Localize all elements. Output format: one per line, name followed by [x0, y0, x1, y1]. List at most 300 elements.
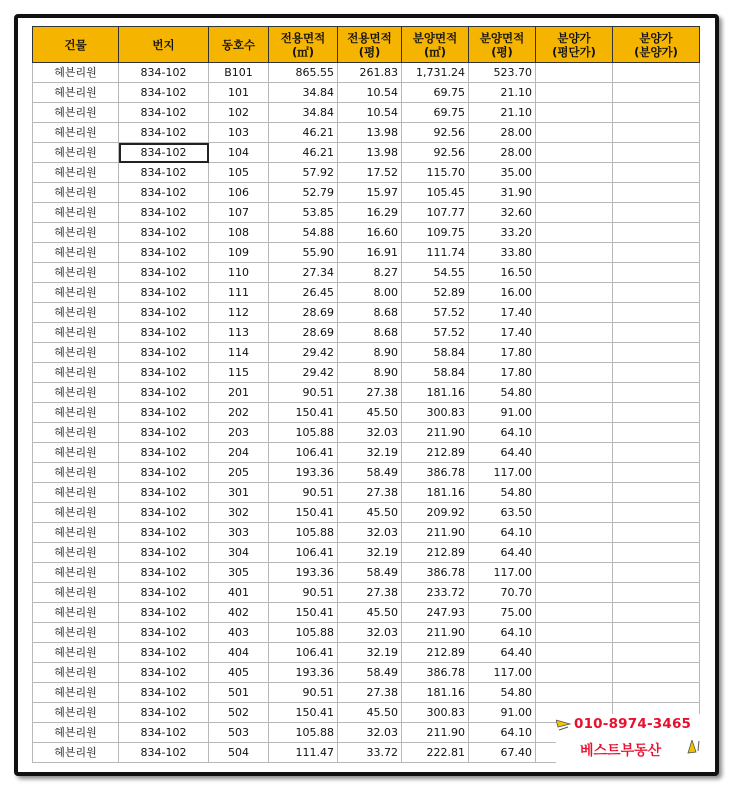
cell-building[interactable]: 헤븐리원 — [33, 343, 119, 363]
cell-building[interactable]: 헤븐리원 — [33, 403, 119, 423]
cell-price-per-pyeong[interactable] — [536, 123, 613, 143]
cell-sale-price[interactable] — [613, 643, 700, 663]
cell-building[interactable]: 헤븐리원 — [33, 723, 119, 743]
cell-sale-price[interactable] — [613, 463, 700, 483]
cell-price-per-pyeong[interactable] — [536, 263, 613, 283]
cell-exclusive-area-pyeong[interactable]: 8.90 — [338, 363, 402, 383]
cell-exclusive-area-pyeong[interactable]: 32.03 — [338, 423, 402, 443]
cell-unit[interactable]: 110 — [209, 263, 269, 283]
cell-lot-number[interactable]: 834-102 — [119, 63, 209, 83]
cell-sale-area-pyeong[interactable]: 117.00 — [469, 463, 536, 483]
cell-building[interactable]: 헤븐리원 — [33, 243, 119, 263]
cell-exclusive-area-m2[interactable]: 90.51 — [269, 683, 338, 703]
cell-sale-price[interactable] — [613, 423, 700, 443]
cell-sale-area-m2[interactable]: 247.93 — [402, 603, 469, 623]
cell-exclusive-area-pyeong[interactable]: 58.49 — [338, 463, 402, 483]
cell-lot-number[interactable]: 834-102 — [119, 683, 209, 703]
cell-exclusive-area-m2[interactable]: 27.34 — [269, 263, 338, 283]
cell-unit[interactable]: 111 — [209, 283, 269, 303]
cell-sale-area-pyeong[interactable]: 64.10 — [469, 423, 536, 443]
cell-sale-area-m2[interactable]: 222.81 — [402, 743, 469, 763]
cell-price-per-pyeong[interactable] — [536, 423, 613, 443]
cell-sale-area-pyeong[interactable]: 54.80 — [469, 683, 536, 703]
cell-price-per-pyeong[interactable] — [536, 543, 613, 563]
header-price-per-pyeong[interactable]: 분양가 (평단가) — [536, 27, 613, 63]
cell-sale-price[interactable] — [613, 563, 700, 583]
header-sale-area-pyeong[interactable]: 분양면적 (평) — [469, 27, 536, 63]
cell-building[interactable]: 헤븐리원 — [33, 463, 119, 483]
cell-exclusive-area-m2[interactable]: 150.41 — [269, 703, 338, 723]
cell-exclusive-area-pyeong[interactable]: 15.97 — [338, 183, 402, 203]
cell-exclusive-area-m2[interactable]: 150.41 — [269, 503, 338, 523]
cell-unit[interactable]: B101 — [209, 63, 269, 83]
cell-unit[interactable]: 109 — [209, 243, 269, 263]
cell-exclusive-area-m2[interactable]: 193.36 — [269, 663, 338, 683]
cell-sale-area-pyeong[interactable]: 91.00 — [469, 403, 536, 423]
cell-sale-area-m2[interactable]: 115.70 — [402, 163, 469, 183]
cell-price-per-pyeong[interactable] — [536, 243, 613, 263]
cell-lot-number[interactable]: 834-102 — [119, 263, 209, 283]
cell-unit[interactable]: 103 — [209, 123, 269, 143]
cell-unit[interactable]: 402 — [209, 603, 269, 623]
cell-price-per-pyeong[interactable] — [536, 363, 613, 383]
cell-building[interactable]: 헤븐리원 — [33, 423, 119, 443]
cell-building[interactable]: 헤븐리원 — [33, 523, 119, 543]
cell-price-per-pyeong[interactable] — [536, 623, 613, 643]
cell-price-per-pyeong[interactable] — [536, 583, 613, 603]
cell-building[interactable]: 헤븐리원 — [33, 683, 119, 703]
cell-exclusive-area-pyeong[interactable]: 27.38 — [338, 483, 402, 503]
cell-exclusive-area-m2[interactable]: 193.36 — [269, 563, 338, 583]
cell-sale-area-pyeong[interactable]: 17.40 — [469, 323, 536, 343]
cell-sale-area-pyeong[interactable]: 31.90 — [469, 183, 536, 203]
cell-building[interactable]: 헤븐리원 — [33, 363, 119, 383]
cell-sale-area-m2[interactable]: 386.78 — [402, 463, 469, 483]
cell-building[interactable]: 헤븐리원 — [33, 323, 119, 343]
cell-exclusive-area-pyeong[interactable]: 32.19 — [338, 543, 402, 563]
cell-price-per-pyeong[interactable] — [536, 223, 613, 243]
cell-exclusive-area-m2[interactable]: 111.47 — [269, 743, 338, 763]
cell-building[interactable]: 헤븐리원 — [33, 143, 119, 163]
cell-price-per-pyeong[interactable] — [536, 203, 613, 223]
cell-sale-price[interactable] — [613, 543, 700, 563]
cell-building[interactable]: 헤븐리원 — [33, 223, 119, 243]
cell-sale-price[interactable] — [613, 403, 700, 423]
cell-building[interactable]: 헤븐리원 — [33, 643, 119, 663]
cell-building[interactable]: 헤븐리원 — [33, 443, 119, 463]
cell-building[interactable]: 헤븐리원 — [33, 183, 119, 203]
cell-sale-price[interactable] — [613, 283, 700, 303]
cell-lot-number[interactable]: 834-102 — [119, 363, 209, 383]
cell-lot-number[interactable]: 834-102 — [119, 563, 209, 583]
cell-lot-number[interactable]: 834-102 — [119, 603, 209, 623]
cell-exclusive-area-m2[interactable]: 150.41 — [269, 403, 338, 423]
cell-exclusive-area-pyeong[interactable]: 16.91 — [338, 243, 402, 263]
cell-exclusive-area-pyeong[interactable]: 45.50 — [338, 403, 402, 423]
cell-lot-number[interactable]: 834-102 — [119, 163, 209, 183]
cell-exclusive-area-pyeong[interactable]: 32.19 — [338, 443, 402, 463]
cell-sale-area-m2[interactable]: 92.56 — [402, 123, 469, 143]
cell-sale-area-pyeong[interactable]: 54.80 — [469, 383, 536, 403]
cell-sale-area-pyeong[interactable]: 64.10 — [469, 523, 536, 543]
cell-sale-area-pyeong[interactable]: 17.80 — [469, 363, 536, 383]
cell-sale-area-m2[interactable]: 111.74 — [402, 243, 469, 263]
cell-unit[interactable]: 114 — [209, 343, 269, 363]
cell-sale-area-pyeong[interactable]: 33.20 — [469, 223, 536, 243]
selected-cell[interactable]: 834-102 — [119, 143, 209, 163]
cell-unit[interactable]: 112 — [209, 303, 269, 323]
cell-lot-number[interactable]: 834-102 — [119, 623, 209, 643]
cell-exclusive-area-pyeong[interactable]: 33.72 — [338, 743, 402, 763]
cell-exclusive-area-m2[interactable]: 90.51 — [269, 483, 338, 503]
cell-unit[interactable]: 115 — [209, 363, 269, 383]
cell-unit[interactable]: 504 — [209, 743, 269, 763]
cell-sale-price[interactable] — [613, 363, 700, 383]
cell-lot-number[interactable]: 834-102 — [119, 543, 209, 563]
cell-exclusive-area-pyeong[interactable]: 32.03 — [338, 723, 402, 743]
cell-sale-area-m2[interactable]: 107.77 — [402, 203, 469, 223]
cell-unit[interactable]: 403 — [209, 623, 269, 643]
cell-exclusive-area-m2[interactable]: 57.92 — [269, 163, 338, 183]
cell-price-per-pyeong[interactable] — [536, 143, 613, 163]
cell-price-per-pyeong[interactable] — [536, 683, 613, 703]
cell-lot-number[interactable]: 834-102 — [119, 663, 209, 683]
cell-exclusive-area-pyeong[interactable]: 13.98 — [338, 143, 402, 163]
cell-sale-area-m2[interactable]: 300.83 — [402, 403, 469, 423]
header-sale-area-m2[interactable]: 분양면적 (㎡) — [402, 27, 469, 63]
cell-exclusive-area-m2[interactable]: 26.45 — [269, 283, 338, 303]
cell-exclusive-area-pyeong[interactable]: 58.49 — [338, 563, 402, 583]
cell-exclusive-area-pyeong[interactable]: 8.68 — [338, 303, 402, 323]
cell-sale-area-m2[interactable]: 211.90 — [402, 723, 469, 743]
cell-price-per-pyeong[interactable] — [536, 523, 613, 543]
cell-unit[interactable]: 302 — [209, 503, 269, 523]
cell-exclusive-area-m2[interactable]: 53.85 — [269, 203, 338, 223]
cell-price-per-pyeong[interactable] — [536, 463, 613, 483]
cell-price-per-pyeong[interactable] — [536, 343, 613, 363]
cell-sale-area-m2[interactable]: 105.45 — [402, 183, 469, 203]
cell-sale-area-pyeong[interactable]: 21.10 — [469, 83, 536, 103]
cell-sale-area-pyeong[interactable]: 32.60 — [469, 203, 536, 223]
cell-building[interactable]: 헤븐리원 — [33, 123, 119, 143]
cell-lot-number[interactable]: 834-102 — [119, 203, 209, 223]
cell-exclusive-area-m2[interactable]: 193.36 — [269, 463, 338, 483]
cell-exclusive-area-m2[interactable]: 105.88 — [269, 423, 338, 443]
cell-unit[interactable]: 201 — [209, 383, 269, 403]
cell-price-per-pyeong[interactable] — [536, 283, 613, 303]
cell-exclusive-area-pyeong[interactable]: 58.49 — [338, 663, 402, 683]
cell-lot-number[interactable]: 834-102 — [119, 643, 209, 663]
cell-sale-area-m2[interactable]: 212.89 — [402, 443, 469, 463]
cell-building[interactable]: 헤븐리원 — [33, 623, 119, 643]
cell-sale-area-pyeong[interactable]: 67.40 — [469, 743, 536, 763]
cell-unit[interactable]: 405 — [209, 663, 269, 683]
cell-building[interactable]: 헤븐리원 — [33, 743, 119, 763]
cell-sale-area-m2[interactable]: 300.83 — [402, 703, 469, 723]
cell-sale-area-m2[interactable]: 69.75 — [402, 103, 469, 123]
cell-sale-price[interactable] — [613, 103, 700, 123]
cell-lot-number[interactable]: 834-102 — [119, 383, 209, 403]
cell-exclusive-area-pyeong[interactable]: 27.38 — [338, 583, 402, 603]
header-exclusive-area-pyeong[interactable]: 전용면적 (평) — [338, 27, 402, 63]
cell-sale-area-pyeong[interactable]: 64.40 — [469, 443, 536, 463]
cell-lot-number[interactable]: 834-102 — [119, 403, 209, 423]
cell-sale-area-m2[interactable]: 58.84 — [402, 363, 469, 383]
cell-sale-area-pyeong[interactable]: 117.00 — [469, 663, 536, 683]
cell-exclusive-area-m2[interactable]: 46.21 — [269, 123, 338, 143]
cell-lot-number[interactable]: 834-102 — [119, 283, 209, 303]
cell-exclusive-area-m2[interactable]: 34.84 — [269, 83, 338, 103]
cell-sale-price[interactable] — [613, 503, 700, 523]
cell-building[interactable]: 헤븐리원 — [33, 163, 119, 183]
cell-building[interactable]: 헤븐리원 — [33, 63, 119, 83]
cell-exclusive-area-pyeong[interactable]: 45.50 — [338, 603, 402, 623]
cell-lot-number[interactable]: 834-102 — [119, 463, 209, 483]
cell-lot-number[interactable]: 834-102 — [119, 743, 209, 763]
cell-price-per-pyeong[interactable] — [536, 183, 613, 203]
header-building[interactable]: 건물 — [33, 27, 119, 63]
cell-unit[interactable]: 104 — [209, 143, 269, 163]
cell-building[interactable]: 헤븐리원 — [33, 703, 119, 723]
cell-price-per-pyeong[interactable] — [536, 503, 613, 523]
cell-lot-number[interactable]: 834-102 — [119, 443, 209, 463]
cell-exclusive-area-m2[interactable]: 105.88 — [269, 723, 338, 743]
cell-price-per-pyeong[interactable] — [536, 563, 613, 583]
cell-price-per-pyeong[interactable] — [536, 163, 613, 183]
cell-price-per-pyeong[interactable] — [536, 63, 613, 83]
cell-lot-number[interactable]: 834-102 — [119, 423, 209, 443]
cell-sale-area-pyeong[interactable]: 63.50 — [469, 503, 536, 523]
cell-unit[interactable]: 304 — [209, 543, 269, 563]
cell-sale-price[interactable] — [613, 183, 700, 203]
cell-price-per-pyeong[interactable] — [536, 383, 613, 403]
cell-sale-area-m2[interactable]: 181.16 — [402, 383, 469, 403]
cell-sale-area-pyeong[interactable]: 64.10 — [469, 723, 536, 743]
cell-exclusive-area-pyeong[interactable]: 32.19 — [338, 643, 402, 663]
cell-sale-area-pyeong[interactable]: 64.40 — [469, 543, 536, 563]
cell-exclusive-area-pyeong[interactable]: 27.38 — [338, 683, 402, 703]
header-unit[interactable]: 동호수 — [209, 27, 269, 63]
cell-lot-number[interactable]: 834-102 — [119, 243, 209, 263]
cell-price-per-pyeong[interactable] — [536, 323, 613, 343]
cell-exclusive-area-m2[interactable]: 106.41 — [269, 543, 338, 563]
cell-sale-price[interactable] — [613, 683, 700, 703]
cell-sale-price[interactable] — [613, 663, 700, 683]
cell-exclusive-area-m2[interactable]: 54.88 — [269, 223, 338, 243]
cell-unit[interactable]: 113 — [209, 323, 269, 343]
cell-exclusive-area-m2[interactable]: 90.51 — [269, 383, 338, 403]
header-sale-price[interactable]: 분양가 (분양가) — [613, 27, 700, 63]
cell-price-per-pyeong[interactable] — [536, 603, 613, 623]
cell-unit[interactable]: 203 — [209, 423, 269, 443]
cell-sale-area-pyeong[interactable]: 70.70 — [469, 583, 536, 603]
cell-unit[interactable]: 501 — [209, 683, 269, 703]
cell-sale-price[interactable] — [613, 123, 700, 143]
cell-sale-price[interactable] — [613, 143, 700, 163]
cell-exclusive-area-pyeong[interactable]: 32.03 — [338, 623, 402, 643]
cell-sale-area-m2[interactable]: 211.90 — [402, 423, 469, 443]
cell-sale-price[interactable] — [613, 583, 700, 603]
cell-sale-price[interactable] — [613, 523, 700, 543]
cell-unit[interactable]: 105 — [209, 163, 269, 183]
cell-building[interactable]: 헤븐리원 — [33, 543, 119, 563]
cell-sale-area-m2[interactable]: 386.78 — [402, 563, 469, 583]
cell-unit[interactable]: 401 — [209, 583, 269, 603]
cell-sale-area-pyeong[interactable]: 17.80 — [469, 343, 536, 363]
cell-lot-number[interactable]: 834-102 — [119, 523, 209, 543]
cell-sale-price[interactable] — [613, 243, 700, 263]
cell-exclusive-area-m2[interactable]: 29.42 — [269, 343, 338, 363]
cell-lot-number[interactable]: 834-102 — [119, 123, 209, 143]
cell-exclusive-area-pyeong[interactable]: 8.00 — [338, 283, 402, 303]
cell-unit[interactable]: 301 — [209, 483, 269, 503]
cell-lot-number[interactable]: 834-102 — [119, 83, 209, 103]
cell-sale-area-m2[interactable]: 1,731.24 — [402, 63, 469, 83]
cell-price-per-pyeong[interactable] — [536, 443, 613, 463]
cell-sale-price[interactable] — [613, 343, 700, 363]
cell-sale-area-m2[interactable]: 386.78 — [402, 663, 469, 683]
cell-exclusive-area-m2[interactable]: 106.41 — [269, 443, 338, 463]
cell-lot-number[interactable]: 834-102 — [119, 343, 209, 363]
cell-unit[interactable]: 305 — [209, 563, 269, 583]
cell-sale-area-m2[interactable]: 57.52 — [402, 303, 469, 323]
cell-unit[interactable]: 101 — [209, 83, 269, 103]
cell-sale-area-m2[interactable]: 211.90 — [402, 623, 469, 643]
cell-sale-area-pyeong[interactable]: 28.00 — [469, 143, 536, 163]
cell-exclusive-area-pyeong[interactable]: 32.03 — [338, 523, 402, 543]
cell-exclusive-area-m2[interactable]: 55.90 — [269, 243, 338, 263]
cell-unit[interactable]: 503 — [209, 723, 269, 743]
cell-building[interactable]: 헤븐리원 — [33, 603, 119, 623]
cell-sale-area-pyeong[interactable]: 28.00 — [469, 123, 536, 143]
cell-sale-area-pyeong[interactable]: 64.10 — [469, 623, 536, 643]
cell-sale-price[interactable] — [613, 83, 700, 103]
cell-sale-area-m2[interactable]: 69.75 — [402, 83, 469, 103]
cell-sale-area-pyeong[interactable]: 16.50 — [469, 263, 536, 283]
cell-exclusive-area-m2[interactable]: 29.42 — [269, 363, 338, 383]
cell-lot-number[interactable]: 834-102 — [119, 583, 209, 603]
cell-price-per-pyeong[interactable] — [536, 103, 613, 123]
cell-building[interactable]: 헤븐리원 — [33, 663, 119, 683]
cell-exclusive-area-m2[interactable]: 150.41 — [269, 603, 338, 623]
cell-price-per-pyeong[interactable] — [536, 483, 613, 503]
cell-sale-area-pyeong[interactable]: 523.70 — [469, 63, 536, 83]
cell-sale-area-m2[interactable]: 58.84 — [402, 343, 469, 363]
cell-exclusive-area-pyeong[interactable]: 10.54 — [338, 83, 402, 103]
cell-price-per-pyeong[interactable] — [536, 303, 613, 323]
cell-sale-area-pyeong[interactable]: 33.80 — [469, 243, 536, 263]
cell-sale-area-m2[interactable]: 181.16 — [402, 683, 469, 703]
cell-sale-area-pyeong[interactable]: 117.00 — [469, 563, 536, 583]
cell-unit[interactable]: 303 — [209, 523, 269, 543]
cell-unit[interactable]: 202 — [209, 403, 269, 423]
cell-sale-price[interactable] — [613, 323, 700, 343]
cell-sale-area-m2[interactable]: 212.89 — [402, 643, 469, 663]
cell-lot-number[interactable]: 834-102 — [119, 223, 209, 243]
cell-exclusive-area-pyeong[interactable]: 8.27 — [338, 263, 402, 283]
cell-unit[interactable]: 205 — [209, 463, 269, 483]
cell-sale-price[interactable] — [613, 203, 700, 223]
cell-exclusive-area-m2[interactable]: 28.69 — [269, 303, 338, 323]
cell-unit[interactable]: 204 — [209, 443, 269, 463]
cell-sale-area-m2[interactable]: 233.72 — [402, 583, 469, 603]
cell-exclusive-area-m2[interactable]: 105.88 — [269, 523, 338, 543]
cell-sale-area-pyeong[interactable]: 75.00 — [469, 603, 536, 623]
cell-unit[interactable]: 102 — [209, 103, 269, 123]
cell-exclusive-area-pyeong[interactable]: 27.38 — [338, 383, 402, 403]
cell-sale-area-pyeong[interactable]: 91.00 — [469, 703, 536, 723]
cell-sale-area-m2[interactable]: 54.55 — [402, 263, 469, 283]
cell-lot-number[interactable]: 834-102 — [119, 703, 209, 723]
cell-sale-price[interactable] — [613, 303, 700, 323]
cell-building[interactable]: 헤븐리원 — [33, 583, 119, 603]
cell-price-per-pyeong[interactable] — [536, 663, 613, 683]
cell-sale-price[interactable] — [613, 383, 700, 403]
cell-building[interactable]: 헤븐리원 — [33, 263, 119, 283]
cell-sale-area-m2[interactable]: 211.90 — [402, 523, 469, 543]
cell-unit[interactable]: 107 — [209, 203, 269, 223]
cell-sale-area-m2[interactable]: 181.16 — [402, 483, 469, 503]
cell-exclusive-area-m2[interactable]: 28.69 — [269, 323, 338, 343]
header-lot-number[interactable]: 번지 — [119, 27, 209, 63]
cell-exclusive-area-pyeong[interactable]: 261.83 — [338, 63, 402, 83]
cell-exclusive-area-pyeong[interactable]: 17.52 — [338, 163, 402, 183]
cell-sale-price[interactable] — [613, 483, 700, 503]
cell-building[interactable]: 헤븐리원 — [33, 83, 119, 103]
cell-sale-area-pyeong[interactable]: 21.10 — [469, 103, 536, 123]
cell-sale-price[interactable] — [613, 163, 700, 183]
cell-sale-price[interactable] — [613, 603, 700, 623]
cell-building[interactable]: 헤븐리원 — [33, 503, 119, 523]
cell-exclusive-area-pyeong[interactable]: 16.29 — [338, 203, 402, 223]
cell-exclusive-area-pyeong[interactable]: 8.68 — [338, 323, 402, 343]
cell-building[interactable]: 헤븐리원 — [33, 483, 119, 503]
header-exclusive-area-m2[interactable]: 전용면적 (㎡) — [269, 27, 338, 63]
cell-sale-price[interactable] — [613, 443, 700, 463]
cell-sale-price[interactable] — [613, 63, 700, 83]
cell-sale-area-m2[interactable]: 109.75 — [402, 223, 469, 243]
cell-lot-number[interactable]: 834-102 — [119, 323, 209, 343]
cell-price-per-pyeong[interactable] — [536, 643, 613, 663]
cell-sale-area-m2[interactable]: 212.89 — [402, 543, 469, 563]
cell-building[interactable]: 헤븐리원 — [33, 303, 119, 323]
cell-lot-number[interactable]: 834-102 — [119, 723, 209, 743]
cell-sale-area-m2[interactable]: 92.56 — [402, 143, 469, 163]
cell-sale-area-pyeong[interactable]: 35.00 — [469, 163, 536, 183]
cell-sale-area-m2[interactable]: 209.92 — [402, 503, 469, 523]
cell-lot-number[interactable]: 834-102 — [119, 503, 209, 523]
cell-sale-area-pyeong[interactable]: 54.80 — [469, 483, 536, 503]
cell-unit[interactable]: 404 — [209, 643, 269, 663]
cell-exclusive-area-m2[interactable]: 90.51 — [269, 583, 338, 603]
cell-exclusive-area-m2[interactable]: 46.21 — [269, 143, 338, 163]
cell-lot-number[interactable]: 834-102 — [119, 303, 209, 323]
cell-lot-number[interactable]: 834-102 — [119, 483, 209, 503]
cell-sale-area-pyeong[interactable]: 64.40 — [469, 643, 536, 663]
cell-price-per-pyeong[interactable] — [536, 83, 613, 103]
cell-sale-area-m2[interactable]: 57.52 — [402, 323, 469, 343]
cell-exclusive-area-m2[interactable]: 105.88 — [269, 623, 338, 643]
cell-building[interactable]: 헤븐리원 — [33, 383, 119, 403]
cell-exclusive-area-pyeong[interactable]: 10.54 — [338, 103, 402, 123]
cell-exclusive-area-m2[interactable]: 34.84 — [269, 103, 338, 123]
cell-exclusive-area-pyeong[interactable]: 13.98 — [338, 123, 402, 143]
cell-sale-price[interactable] — [613, 263, 700, 283]
cell-exclusive-area-m2[interactable]: 106.41 — [269, 643, 338, 663]
cell-exclusive-area-pyeong[interactable]: 45.50 — [338, 503, 402, 523]
cell-sale-price[interactable] — [613, 623, 700, 643]
cell-exclusive-area-m2[interactable]: 52.79 — [269, 183, 338, 203]
